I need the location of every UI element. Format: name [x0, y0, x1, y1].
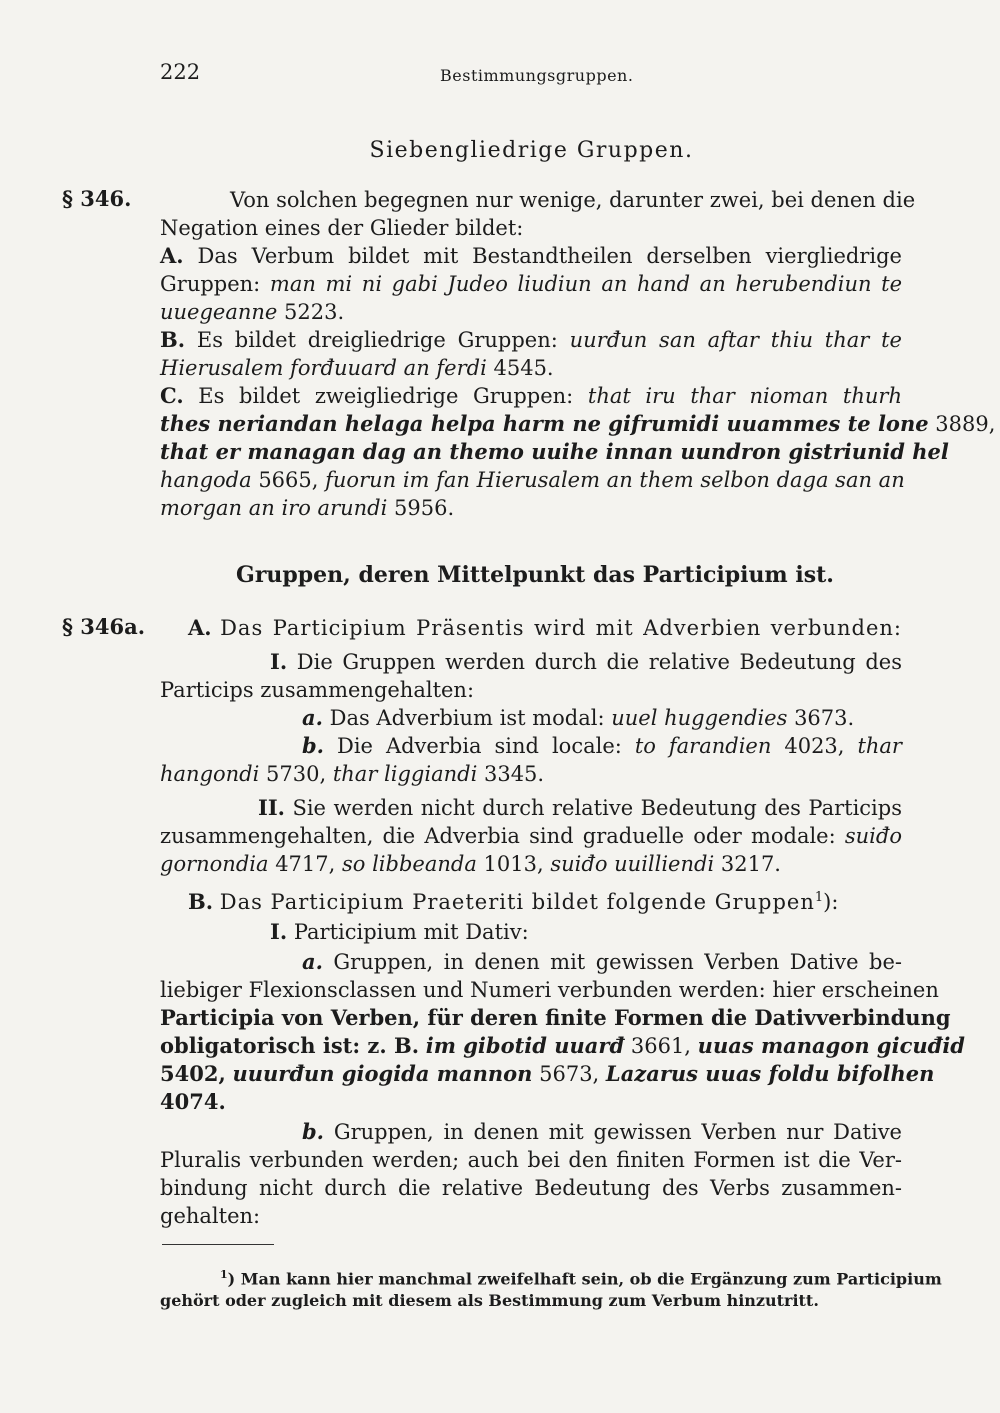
paragraph-line: gehalten:	[160, 1204, 261, 1228]
section-heading-participle: Gruppen, deren Mittelpunkt das Participium ist.	[236, 562, 834, 588]
paragraph-line: A. Das Verbum bildet mit Bestandtheilen derselben viergliedrige	[160, 243, 902, 268]
paragraph-line: Participia von Verben, für deren finite Formen die Dativverbindung	[160, 1005, 951, 1030]
paragraph-line: Particips zusammengehalten:	[160, 678, 475, 702]
paragraph-line: that er managan dag an themo uuihe innan uundron gistriunid hel	[160, 439, 949, 464]
paragraph-line: hangoda 5665, fuorun im fan Hierusalem an them selbon daga san an	[160, 468, 905, 492]
paragraph-line: Gruppen: man mi ni gabi Judeo liudiun an hand an herubendiun te	[160, 272, 902, 296]
paragraph-line: bindung nicht durch die relative Bedeutung des Verbs zusammen-	[160, 1176, 902, 1200]
paragraph-line: a. Gruppen, in denen mit gewissen Verben Dative be-	[302, 949, 902, 974]
paragraph-line: Negation eines der Glieder bildet:	[160, 216, 524, 240]
paragraph-line: gornondia 4717, so libbeanda 1013, suiđo uuilliendi 3217.	[160, 852, 781, 876]
paragraph-line: a. Das Adverbium ist modal: uuel huggendies 3673.	[302, 705, 855, 730]
paragraph-line: uuegeanne 5223.	[160, 300, 345, 324]
paragraph-line: A. Das Participium Präsentis wird mit Adverbien verbunden:	[188, 615, 902, 640]
footnote-line: $^1$) Man kann hier manchmal zweifelhaft sein, ob die Ergänzung zum Participium	[220, 1268, 942, 1289]
running-title: Bestimmungsgruppen.	[440, 66, 634, 85]
paragraph-line: Von solchen begegnen nur wenige, darunter zwei, bei denen die	[230, 188, 916, 212]
paragraph-line: obligatorisch ist: z. B. im gibotid uuarđ 3661, uuas managon gicuđid	[160, 1033, 965, 1058]
paragraph-line: liebiger Flexionsclassen und Numeri verbunden werden: hier erscheinen	[160, 978, 939, 1002]
page-number: 222	[160, 60, 201, 84]
section-marker-346: § 346.	[62, 186, 132, 211]
section-heading-seven-part: Siebengliedrige Gruppen.	[369, 138, 694, 163]
paragraph-line: II. Sie werden nicht durch relative Bedeutung des Particips	[258, 795, 902, 820]
paragraph-line: I. Participium mit Dativ:	[270, 919, 529, 944]
paragraph-line: 4074.	[160, 1089, 226, 1114]
paragraph-line: Hierusalem forđuuard an ferdi 4545.	[160, 356, 554, 380]
paragraph-line: B. Es bildet dreigliedrige Gruppen: uurđun san aftar thiu thar te	[160, 327, 902, 352]
paragraph-line: b. Gruppen, in denen mit gewissen Verben nur Dative	[302, 1119, 902, 1144]
section-marker-346a: § 346a.	[62, 614, 146, 639]
paragraph-line: b. Die Adverbia sind locale: to farandien 4023, thar	[302, 733, 902, 758]
paragraph-line: morgan an iro arundi 5956.	[160, 496, 455, 520]
paragraph-line: I. Die Gruppen werden durch die relative Bedeutung des	[270, 649, 902, 674]
paragraph-line: zusammengehalten, die Adverbia sind graduelle oder modale: suiđo	[160, 824, 902, 848]
paragraph-line: C. Es bildet zweigliedrige Gruppen: that iru thar nioman thurh	[160, 383, 902, 408]
footnote-rule	[162, 1244, 274, 1245]
paragraph-line: B. Das Participium Praeteriti bildet folgende Gruppen$^1$):	[188, 889, 839, 914]
paragraph-line: Pluralis verbunden werden; auch bei den finiten Formen ist die Ver-	[160, 1148, 902, 1172]
paragraph-line: 5402, uuurđun giogida mannon 5673, Lazarus uuas foldu bifolhen	[160, 1061, 935, 1086]
footnote-line: gehört oder zugleich mit diesem als Bestimmung zum Verbum hinzutritt.	[160, 1291, 819, 1310]
paragraph-line: hangondi 5730, thar liggiandi 3345.	[160, 762, 545, 786]
paragraph-line: thes neriandan helaga helpa harm ne gifrumidi uuammes te lone 3889,	[160, 411, 996, 436]
